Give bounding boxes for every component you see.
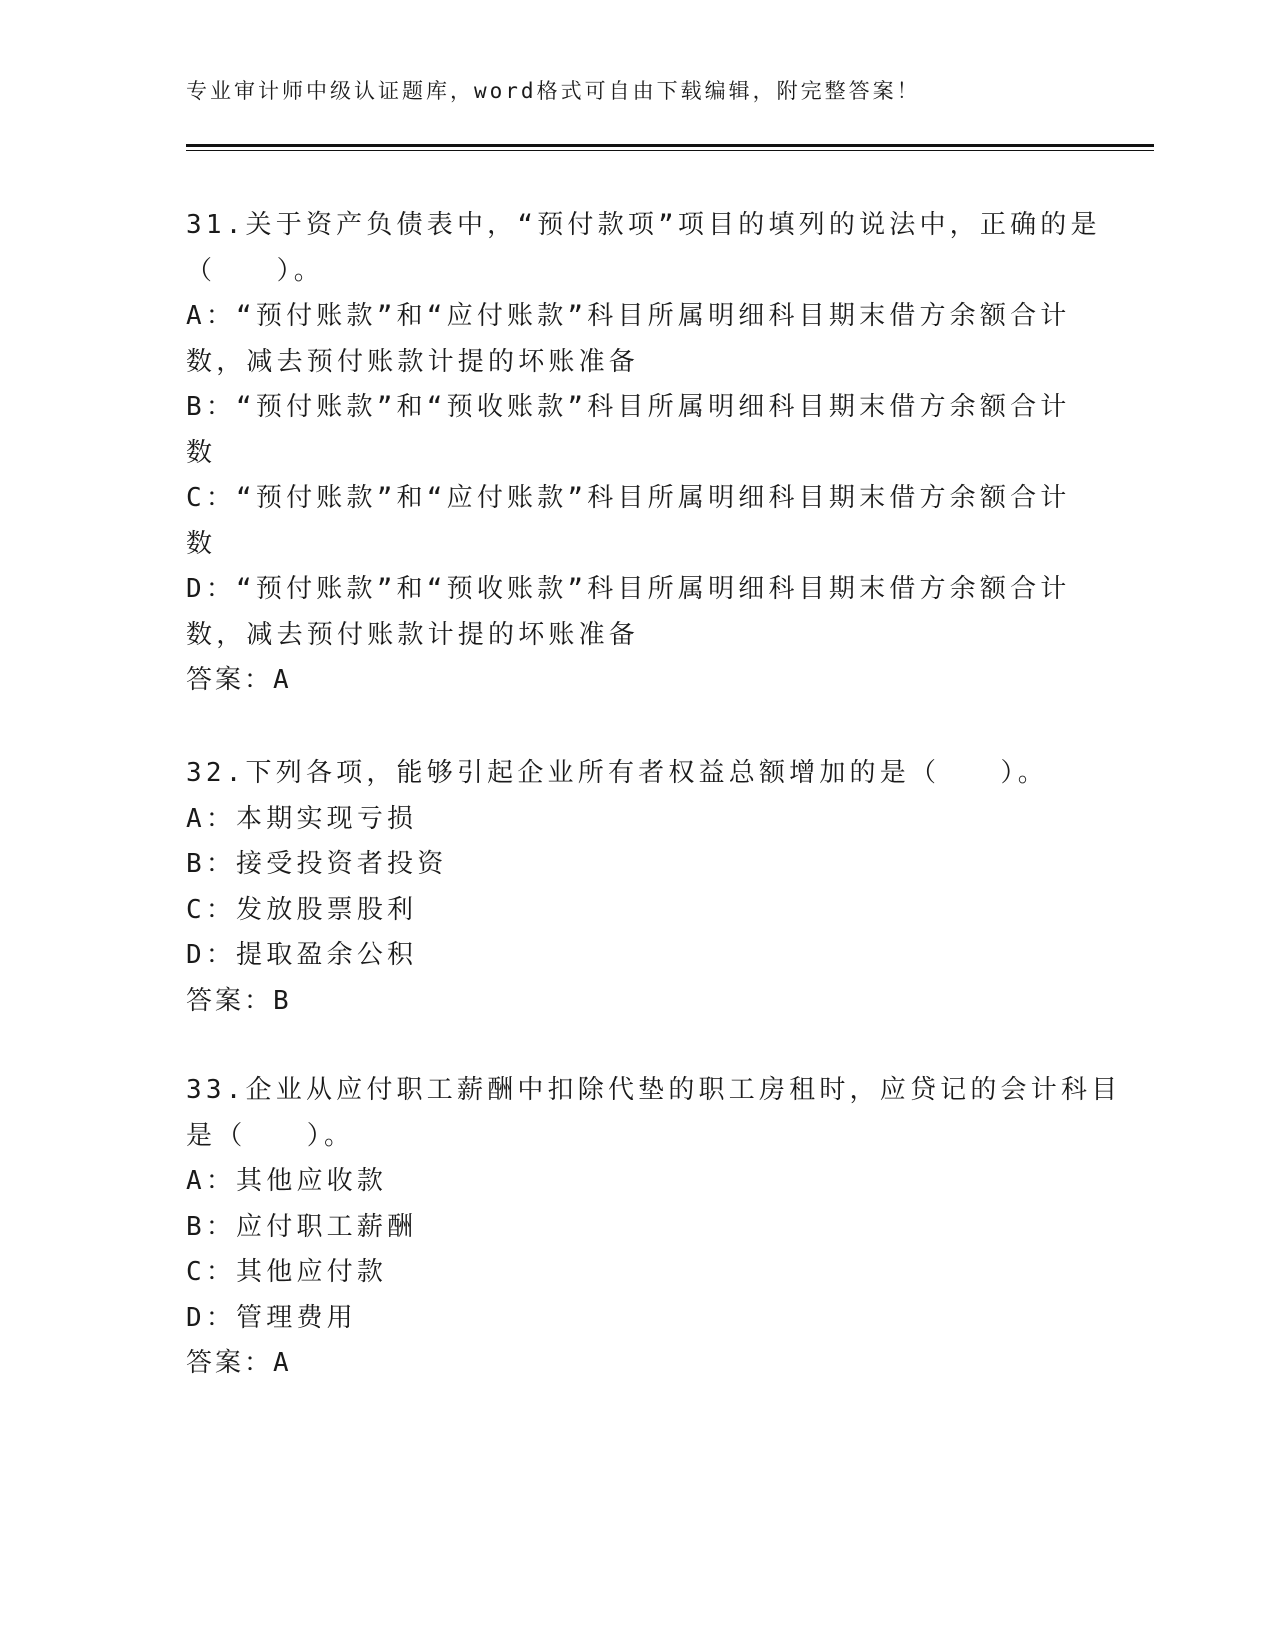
option-d-line: 数，减去预付账款计提的坏账准备 <box>186 619 640 650</box>
question-stem-line: 31.关于资产负债表中，“预付款项”项目的填列的说法中，正确的是 <box>186 210 1101 240</box>
header-rule-thick <box>186 144 1154 147</box>
answer-label: 答案： <box>186 665 274 695</box>
question-stem-line: 是（ ）。 <box>186 1120 355 1151</box>
answer-value: A <box>273 665 292 695</box>
answer-label: 答案： <box>186 985 274 1016</box>
option-a-line: A：“预付账款”和“应付账款”科目所属明细科目期末借方余额合计 <box>186 301 1071 331</box>
answer-label: 答案： <box>186 1348 274 1378</box>
question-stem-line: 33.企业从应付职工薪酬中扣除代垫的职工房租时，应贷记的会计科目 <box>186 1075 1122 1105</box>
option-a-line: 数，减去预付账款计提的坏账准备 <box>186 346 640 377</box>
question-32 <box>186 751 1086 1024</box>
option-b-line: B：接受投资者投资 <box>186 849 448 879</box>
option-d-line: D：管理费用 <box>186 1302 357 1333</box>
question-stem-line: （ ）。 <box>186 255 325 286</box>
option-c-line: C：“预付账款”和“应付账款”科目所属明细科目期末借方余额合计 <box>186 483 1071 513</box>
option-b-line: 数 <box>186 437 217 468</box>
option-d-line: D：“预付账款”和“预收账款”科目所属明细科目期末借方余额合计 <box>186 574 1071 604</box>
answer-line <box>186 658 1086 704</box>
question-31 <box>186 203 1101 704</box>
option-a-line: A：本期实现亏损 <box>186 803 418 834</box>
answer-value: B <box>273 985 292 1016</box>
option-b-line: B：应付职工薪酬 <box>186 1211 418 1242</box>
option-b-line: B：“预付账款”和“预收账款”科目所属明细科目期末借方余额合计 <box>186 392 1071 422</box>
option-d-line: D：提取盈余公积 <box>186 940 418 970</box>
answer-line <box>186 979 1086 1025</box>
option-c-line: C：其他应付款 <box>186 1257 388 1287</box>
option-c-line: 数 <box>186 528 217 559</box>
option-c-line: C：发放股票股利 <box>186 894 418 925</box>
answer-line <box>186 1341 1086 1387</box>
question-stem-line: 32.下列各项，能够引起企业所有者权益总额增加的是（ ）。 <box>186 758 1048 788</box>
option-a-line: A：其他应收款 <box>186 1166 388 1196</box>
header-text: 专业审计师中级认证题库，word格式可自由下载编辑，附完整答案！ <box>186 79 921 103</box>
header-rule-thin <box>186 150 1154 151</box>
answer-value: A <box>273 1348 292 1378</box>
question-33 <box>186 1068 1122 1387</box>
